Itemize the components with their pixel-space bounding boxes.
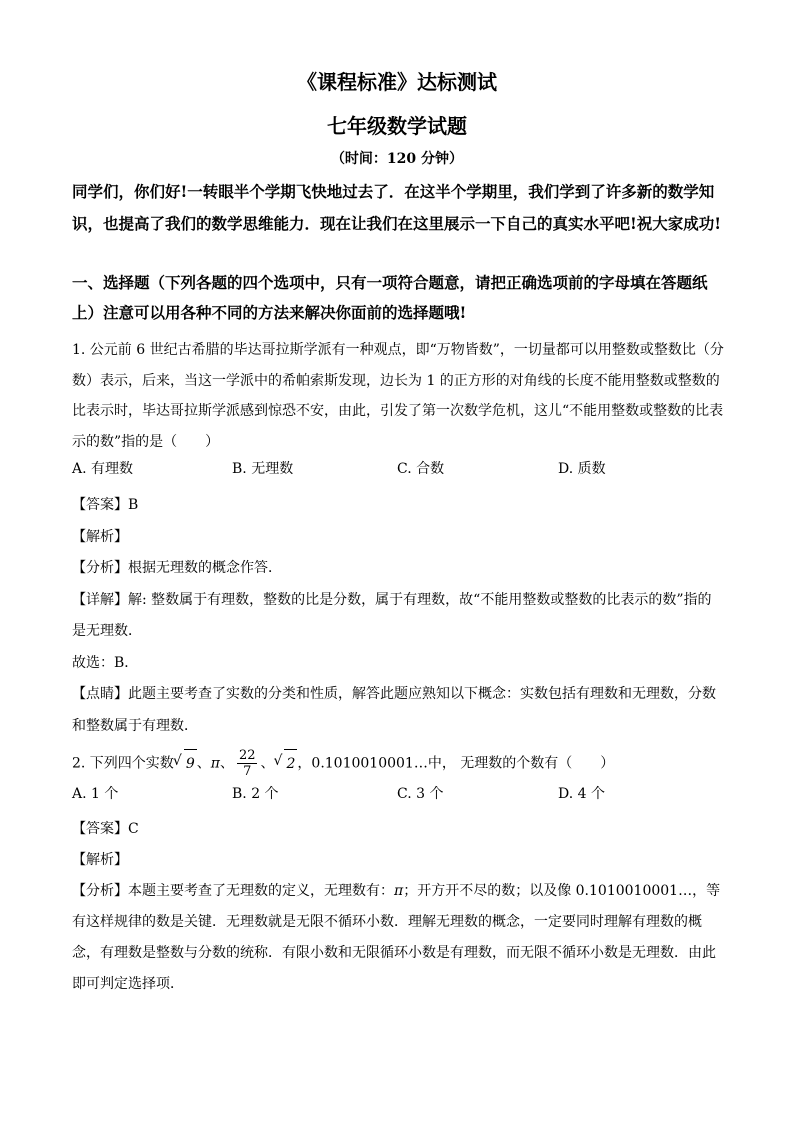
fraction-denominator: 7	[243, 764, 252, 779]
section-heading: 一、选择题（下列各题的四个选项中，只有一项符合题意，请把正确选项前的字母填在答题纸上）注意可以用各种不同的方法来解决你面前的选择题哦!	[72, 273, 708, 322]
exam-time: （时间：120 分钟）	[330, 151, 464, 167]
option-b: B. 2 个	[232, 786, 279, 802]
sqrt-nine: √ 9	[184, 749, 197, 778]
option-d: D. 4 个	[558, 786, 605, 802]
option-c: C. 3 个	[397, 786, 444, 802]
analysis-heading: 【解析】	[72, 852, 128, 868]
q2-prefix: 2. 下列四个实数	[72, 755, 174, 772]
analysis-fenxi: 【分析】根据无理数的概念作答．	[72, 560, 282, 576]
separator: 、	[219, 755, 234, 772]
intro-paragraph: 同学们，你们好!一转眼半个学期飞快地过去了．在这半个学期里，我们学到了许多新的数学知识，也提高了我们的数学思维能力．现在让我们在这里展示一下自己的真实水平吧!祝大家成功!	[72, 182, 722, 233]
question-2-stem	[72, 748, 724, 779]
analysis-heading: 【解析】	[72, 528, 128, 545]
choice-line: 故选：B．	[72, 654, 139, 671]
q2-suffix: ，0.1010010001…中， 无理数的个数有（ ）	[297, 755, 615, 772]
option-b: B. 无理数	[232, 461, 294, 477]
fenxi-text-b: ；开方开不尽的数；以及像 0.1010010001…，等有这样规律的数是关键．无理数就是无限不循环小数．理解无理数的概念，一定要同时理解有理数的概念，有理数是整数与分数的统称．有限小数和无限循环小数是有理数，而无限不循环小数是无理数．由此即可判定选择项．	[72, 883, 721, 992]
page-title: 《课程标准》达标测试	[297, 70, 497, 94]
analysis-dianjing: 【点睛】此题主要考查了实数的分类和性质，解答此题应熟知以下概念：实数包括有理数和无理数，分数和整数属于有理数．	[72, 686, 716, 734]
fraction-22-7	[237, 748, 258, 779]
question-1-options	[72, 458, 724, 488]
analysis-fenxi	[72, 876, 724, 1000]
fraction-numerator: 22	[238, 748, 256, 763]
separator: 、	[196, 755, 211, 772]
analysis-xiangjie: 【详解】解: 整数属于有理数，整数的比是分数，属于有理数，故“不能用整数或整数的比表示的数”指的是无理数．	[72, 591, 712, 639]
pi-symbol: π	[210, 755, 220, 772]
answer-line: 【答案】B	[72, 497, 139, 513]
separator: 、	[260, 755, 275, 772]
question-1-solution	[72, 490, 724, 742]
page-subtitle: 七年级数学试题	[327, 114, 467, 138]
sqrt-two: √ 2	[284, 749, 297, 778]
question-2-solution	[72, 814, 724, 1000]
pi-symbol: π	[394, 883, 404, 899]
option-d: D. 质数	[558, 461, 606, 477]
option-a: A. 有理数	[72, 461, 134, 477]
question-1-stem: 1. 公元前 6 世纪古希腊的毕达哥拉斯学派有一种观点，即“万物皆数”，一切量都可以用整数或整数比（分数）表示，后来，当这一学派中的希帕索斯发现，边长为 1 的正方形的对角线的长度不能用整数或整数的比表示时，毕达哥拉斯学派感到惊恐不安，由此，引发了第一次数学危机，这儿“不能用整数或整数的比表示的数”指的是（ ）	[72, 342, 724, 450]
option-a: A. 1 个	[72, 786, 119, 802]
option-c: C. 合数	[397, 461, 445, 477]
question-2-options	[72, 783, 724, 813]
answer-line: 【答案】C	[72, 821, 139, 837]
fenxi-text-a: 【分析】本题主要考查了无理数的定义，无理数有：	[72, 883, 394, 899]
